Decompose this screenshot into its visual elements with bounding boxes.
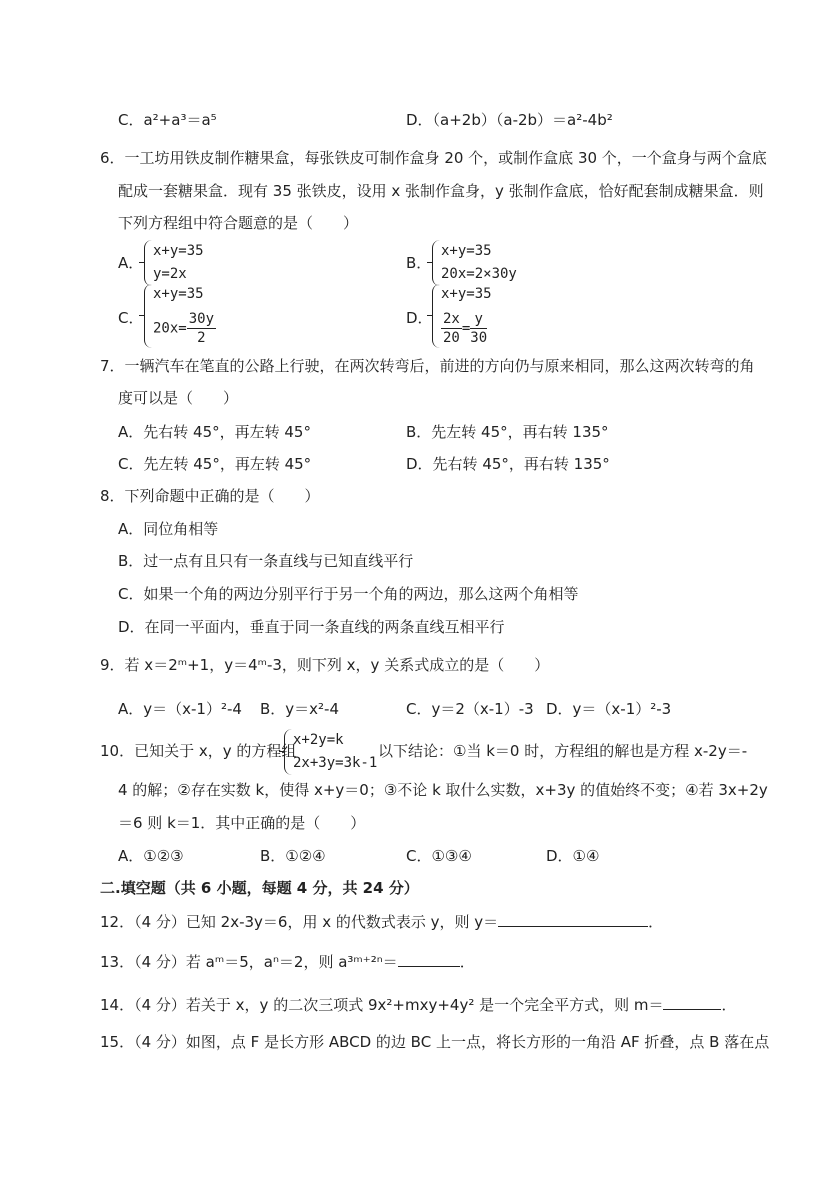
q14-end: ． [721,996,737,1014]
q6-c-eq2 [153,310,216,347]
fraction-denominator: 2 [197,330,206,346]
q9-option-a: A．y＝（x-1）²-4 [118,700,242,718]
fraction-denominator: 20 [443,330,460,346]
q6-a-eq1: x+y=35 [153,243,204,259]
q9-stem: 9．若 x＝2ᵐ+1，y＝4ᵐ-3，则下列 x，y 关系式成立的是（ ） [100,656,550,674]
fraction [470,310,487,347]
q10-prefix: 10．已知关于 x，y 的方程组 [100,742,297,760]
q6-c-eq1: x+y=35 [153,286,204,302]
q14-text: 14．（4 分）若关于 x，y 的二次三项式 9x²+mxy+4y² 是一个完全平方式，则 m＝ [100,996,664,1014]
q6-option-c-label: C． [118,309,144,327]
q10-eq2: 2x+3y=3k-1 [293,755,378,771]
q6-option-b-label: B． [406,254,432,272]
q10-option-d: D．①④ [546,847,600,865]
q7-stem-line2: 度可以是（ ） [118,389,239,407]
q7-option-b: B．先左转 45°，再右转 135° [406,423,609,441]
q6-stem-line2: 配成一套糖果盒．现有 35 张铁皮，设用 x 张制作盒身，y 张制作盒底，恰好配套制成糖果盒．则 [118,182,764,200]
answer-blank[interactable] [498,910,648,927]
q6-option-d-label: D． [406,309,433,327]
q6-b-eq1: x+y=35 [441,243,492,259]
q14 [100,993,737,1016]
fraction-numerator: y [470,310,487,329]
answer-blank[interactable] [398,950,460,967]
brace-icon [432,240,440,286]
q10-suffix: 以下结论：①当 k＝0 时，方程组的解也是方程 x-2y＝- [378,742,748,760]
q6-option-c-system [144,284,264,348]
q6-stem-line3: 下列方程组中符合题意的是（ ） [118,214,359,232]
q6-option-b-system [432,240,572,286]
q12-text: 12．（4 分）已知 2x-3y＝6，用 x 的代数式表示 y，则 y＝ [100,913,499,931]
q5-option-d: D．（a+2b）（a-2b）＝a²-4b² [406,111,613,129]
q15-stem: 15．（4 分）如图，点 F 是长方形 ABCD 的边 BC 上一点，将长方形的一角沿 AF 折叠，点 B 落在点 [100,1033,770,1051]
q7-stem-line1: 7．一辆汽车在笔直的公路上行驶，在两次转弯后，前进的方向仍与原来相同，那么这两次转弯的角 [100,357,755,375]
q7-option-c: C．先左转 45°，再左转 45° [118,455,312,473]
brace-icon [284,729,292,775]
q5-option-c: C．a²+a³＝a⁵ [118,111,217,129]
q9-option-c: C．y＝2（x-1）-3 [406,700,534,718]
brace-icon [144,240,152,286]
q10-eq1: x+2y=k [293,732,344,748]
q13-end: ． [459,953,475,971]
q10-option-a: A．①②③ [118,847,184,865]
q6-option-a-system [144,240,254,286]
q7-option-a: A．先右转 45°，再左转 45° [118,423,311,441]
q10-option-b: B．①②④ [260,847,326,865]
q7-option-d: D．先右转 45°，再右转 135° [406,455,610,473]
fraction-numerator: 2x [443,311,460,327]
q10-option-c: C．①③④ [406,847,472,865]
q8-option-d: D．在同一平面内，垂直于同一条直线的两条直线互相平行 [118,618,505,636]
q6-stem-line1: 6．一工坊用铁皮制作糖果盒，每张铁皮可制作盒身 20 个，或制作盒底 30 个，一个盒身与两个盒底 [100,149,767,167]
q6-d-eq2 [441,310,487,347]
fraction [187,310,216,347]
q6-option-d-system [432,284,552,348]
brace-icon [432,284,440,348]
q6-a-eq2: y=2x [153,266,187,282]
q10-line3: ＝6 则 k＝1．其中正确的是（ ） [118,814,366,832]
brace-icon [144,284,152,348]
fraction [441,310,462,347]
q12 [100,910,663,933]
q8-stem: 8．下列命题中正确的是（ ） [100,487,320,505]
q6-b-eq2: 20x=2×30y [441,266,517,282]
q6-option-a-label: A． [118,254,144,272]
q8-option-c: C．如果一个角的两边分别平行于另一个角的两边，那么这两个角相等 [118,585,579,603]
q8-option-a: A．同位角相等 [118,520,219,538]
q9-option-b: B．y＝x²-4 [260,700,340,718]
q10-system [284,729,376,775]
q6-c-eq2-left: 20x= [153,320,187,337]
q9-option-d: D．y＝（x-1）²-3 [546,700,672,718]
q6-d-eq1: x+y=35 [441,286,492,302]
answer-blank[interactable] [663,993,721,1010]
q10-line2: 4 的解；②存在实数 k，使得 x+y＝0；③不论 k 取什么实数，x+3y 的值始终不变；④若 3x+2y [118,781,768,799]
q8-option-b: B．过一点有且只有一条直线与已知直线平行 [118,552,414,570]
q13-text: 13．（4 分）若 aᵐ＝5，aⁿ＝2，则 a³ᵐ⁺²ⁿ＝ [100,953,398,971]
q13 [100,950,475,973]
fraction-denominator: 30 [470,330,488,346]
fraction-numerator: 30y [188,311,215,327]
equals-sign: = [461,320,471,337]
section-title: 二.填空题（共 6 小题，每题 4 分，共 24 分） [100,879,419,897]
q12-end: ． [648,913,664,931]
